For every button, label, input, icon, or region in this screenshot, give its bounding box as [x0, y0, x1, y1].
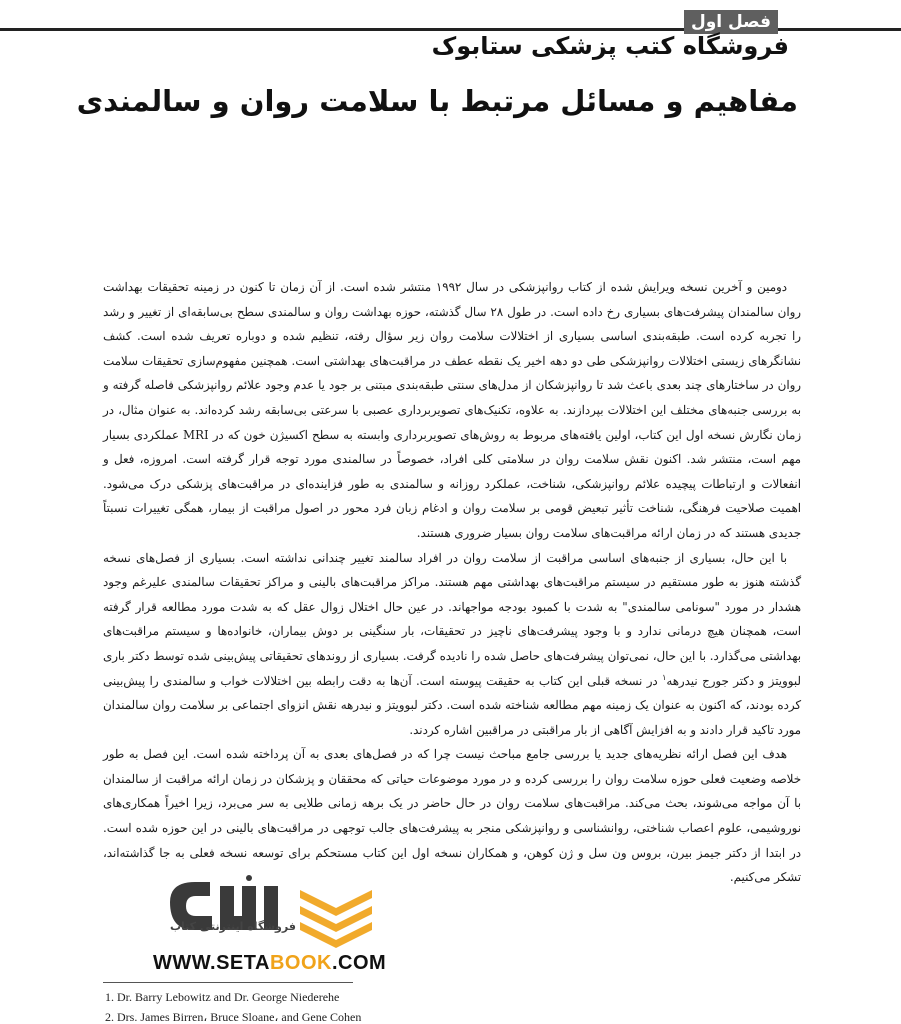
footnotes: [105, 987, 505, 1024]
watermark-tagline: فروشگاه اینترنتی کتاب: [170, 920, 296, 933]
paragraph-1-text-a: دومین و آخرین نسخه ویرایش شده از کتاب روانپزشکی در سال ۱۹۹۲ منتشر شده است. از آن زمان تا کنون در زمینه تحقیقات بهداشت روان سالمندان پیشرفت‌های بسیاری رخ داده است. در طول ۲۸ سال گذشته، حوزه بهداشت روان و سالمندی سطح بی‌سابقه‌ای از تغییر و رشد را تجربه کرده است. طبقه‌بندی اساسی بسیاری از اختلالات سلامت روان زیر سؤال رفته، تنظیم شده و دوباره تعریف شده است. کشف نشانگرهای زیستی اختلالات روانپزشکی طی دو دهه اخیر یک نقطه عطف در مراقبت‌های بهداشتی است. همچنین مفهوم‌سازی تحقیقات سلامت روان در ساختارهای چند بعدی باعث شد تا روانپزشکان از مدل‌های سنتی طبقه‌بندی مبتنی بر جود یا عدم وجود علائم روانپزشکی فاصله گرفته و به بررسی جنبه‌های مختلف این اختلالات بپردازند. به علاوه، تکنیک‌های تصویربرداری عصبی با سرعتی بی‌سابقه رشد کرده‌اند. به عنوان مثال، در زمان نگارش نسخه اول این کتاب، اولین یافته‌های مربوط به روش‌های تصویربرداری وابسته به سطح اکسیژن خون که در: [103, 280, 802, 442]
body-text: [103, 275, 801, 890]
chapter-tab: فصل اول: [684, 10, 778, 34]
url-prefix: WWW.SETA: [153, 952, 270, 974]
footnote-marker: ۱: [662, 672, 667, 682]
store-title: فروشگاه کتب پزشکی ستابوک: [431, 32, 789, 60]
footnote-2: 2. Drs. James Birren، Bruce Sloane، and Gene Cohen: [105, 1010, 362, 1024]
footnote-rule: [103, 982, 353, 983]
paragraph-2: [103, 546, 801, 743]
chapter-title: مفاهیم و مسائل مرتبط با سلامت روان و سالمندی: [76, 84, 798, 118]
footnote-1: 1. Dr. Barry Lebowitz and Dr. George Niederehe: [105, 990, 340, 1004]
url-accent: BOOK: [269, 952, 332, 974]
setabook-logo-icon: [150, 872, 420, 950]
paragraph-3: هدف این فصل ارائه نظریه‌های جدید یا بررسی جامع مباحث نیست چرا که در فصل‌های بعدی به آن پرداخته شده است. این فصل به طور خلاصه وضعیت فعلی حوزه سلامت روان را بررسی کرده و در مورد موضوعات حیاتی که محققان و پزشکان در زمان ارائه مراقبت از سالمندان با آن مواجه می‌شوند، بحث می‌کند. مراقبت‌های سلامت روان در حال حاضر در یک برهه زمانی طلایی به سر می‌برد، زیرا اخیراً همکاری‌های نوروشیمی، علوم اعصاب شناختی، روانشناسی و روانپزشکی منجر به پیشرفت‌های جالب توجهی در مراقبت‌های بالینی در این حوزه شده است. در ابتدا از دکتر جیمز بیرن، بروس ون سل و ژن کوهن، و همکاران نسخه اول این کتاب مستحکم برای توسعه نسخه فعلی به جا گذاشته‌اند، تشکر می‌کنیم.: [103, 747, 801, 885]
watermark-url: [153, 952, 386, 975]
paragraph-2-text-b: در نسخه قبلی این کتاب به حقیقت پیوسته است. آن‌ها به دقت رابطه بین اختلالات خواب و سالمندی را پیش‌بینی کرده بودند، که اکنون به عنوان یک زمینه مهم مطالعه شناخته شده است. دکتر لبوویتز و نیدرهه نقش انزوای اجتماعی بر سلامت روان سالمندان مورد تاکید قرار دادند و به افزایش آگاهی از بار مراقبتی در مراقبین اشاره کردند.: [103, 673, 801, 737]
paragraph-1: [103, 275, 801, 546]
paragraph-2-text-a: با این حال، بسیاری از جنبه‌های اساسی مراقبت از سلامت روان در افراد سالمند تغییر چندانی نداشته است. بسیاری از فصل‌های نسخه گذشته هنوز به طور مستقیم در سیستم مراقبت‌های بهداشتی مهم هستند. مراکز مراقبت‌های بالینی و مراکز تحقیقات سالمندی علیرغم وجود هشدار در مورد "سونامی سالمندی" به شدت با کمبود بودجه مواجهاند. در عین حال اختلال زوال عقل که به شدت مورد مطالعه قرار گرفته است، همچنان هیچ درمانی ندارد و با وجود پیشرفت‌های ناچیز در تحقیقات، بار سنگینی بر دوش بیماران، خانواده‌ها و سیستم مراقبت‌های بهداشتی می‌گذارد. با این حال، نمی‌توان پیشرفت‌های حاصل شده را نادیده گرفت. بسیاری از روندهای تحقیقاتی پیش‌بینی شده توسط دکتر باری لبوویتز و دکتر جورج نیدرهه: [103, 550, 801, 688]
mri-term: MRI: [183, 427, 209, 442]
paragraph-1-text-b: عملکردی بسیار مهم است، منتشر شد. اکنون نقش سلامت روان در سلامتی کلی افراد، خصوصاً در سالمندی مورد توجه قرار گرفته است. امروزه، فعل و انفعالات و ارتباطات پیچیده علائم روانپزشکی، شناخت، عملکرد روزانه و سالمندی به طور فزاینده‌ای در مراقبت‌های پزشکی درک می‌شود. اهمیت صلاحیت فرهنگی، شناخت تأثیر تبعیض قومی بر سلامت روان و ادغام زبان فرد محور در اصول مراقبت از بیمار، همگی تغییرات نسبتاً جدیدی هستند که در زمان ارائه مراقبت‌های سلامت روان بسیار ضروری هستند.: [103, 427, 801, 540]
url-suffix: .COM: [331, 952, 387, 974]
